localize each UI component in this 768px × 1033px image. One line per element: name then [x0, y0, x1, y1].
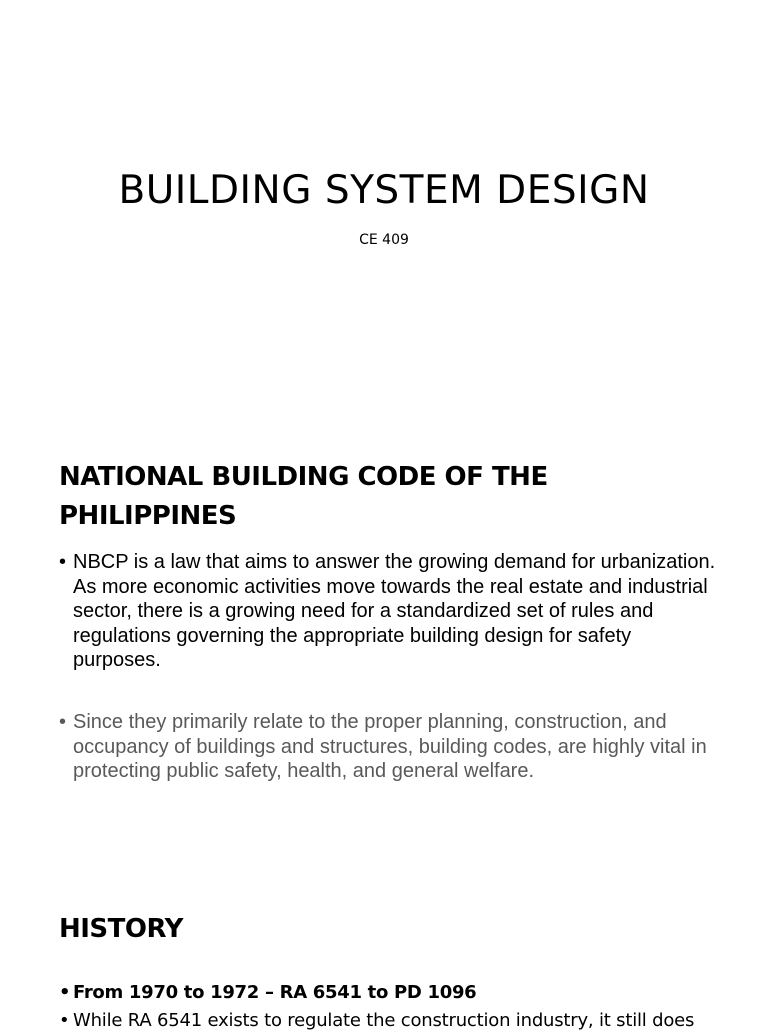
bullet-text: From 1970 to 1972 – RA 6541 to PD 1096	[73, 982, 477, 1003]
title-slide	[0, 0, 768, 432]
bullet-text: While RA 6541 exists to regulate the construction industry, it still does	[73, 1010, 695, 1031]
page-title: BUILDING SYSTEM DESIGN	[118, 168, 650, 213]
list-item	[59, 550, 719, 673]
nbcp-slide	[0, 432, 768, 864]
list-item	[59, 710, 719, 784]
list-item	[59, 981, 759, 1005]
section-heading-history: HISTORY	[59, 914, 183, 944]
section-heading-nbcp: NATIONAL BUILDING CODE OF THE PHILIPPINES	[59, 462, 548, 531]
list-item	[59, 1009, 759, 1033]
bullet-icon: •	[59, 1010, 70, 1031]
history-slide	[0, 864, 768, 1031]
bullet-text: Since they primarily relate to the proper planning, construction, and occupancy of buildings and structures, building codes, are highly vital in protecting public safety, health, and general welfare.	[73, 711, 707, 782]
bullet-icon: •	[59, 711, 67, 733]
bullet-text: NBCP is a law that aims to answer the growing demand for urbanization. As more economic activities move towards the real estate and industrial sector, there is a growing need for a standardized set of rules and regulations governing the appropriate building design for safety purposes.	[73, 551, 716, 671]
bullet-icon: •	[59, 982, 71, 1003]
bullet-icon: •	[59, 551, 67, 573]
course-code: CE 409	[359, 232, 409, 248]
